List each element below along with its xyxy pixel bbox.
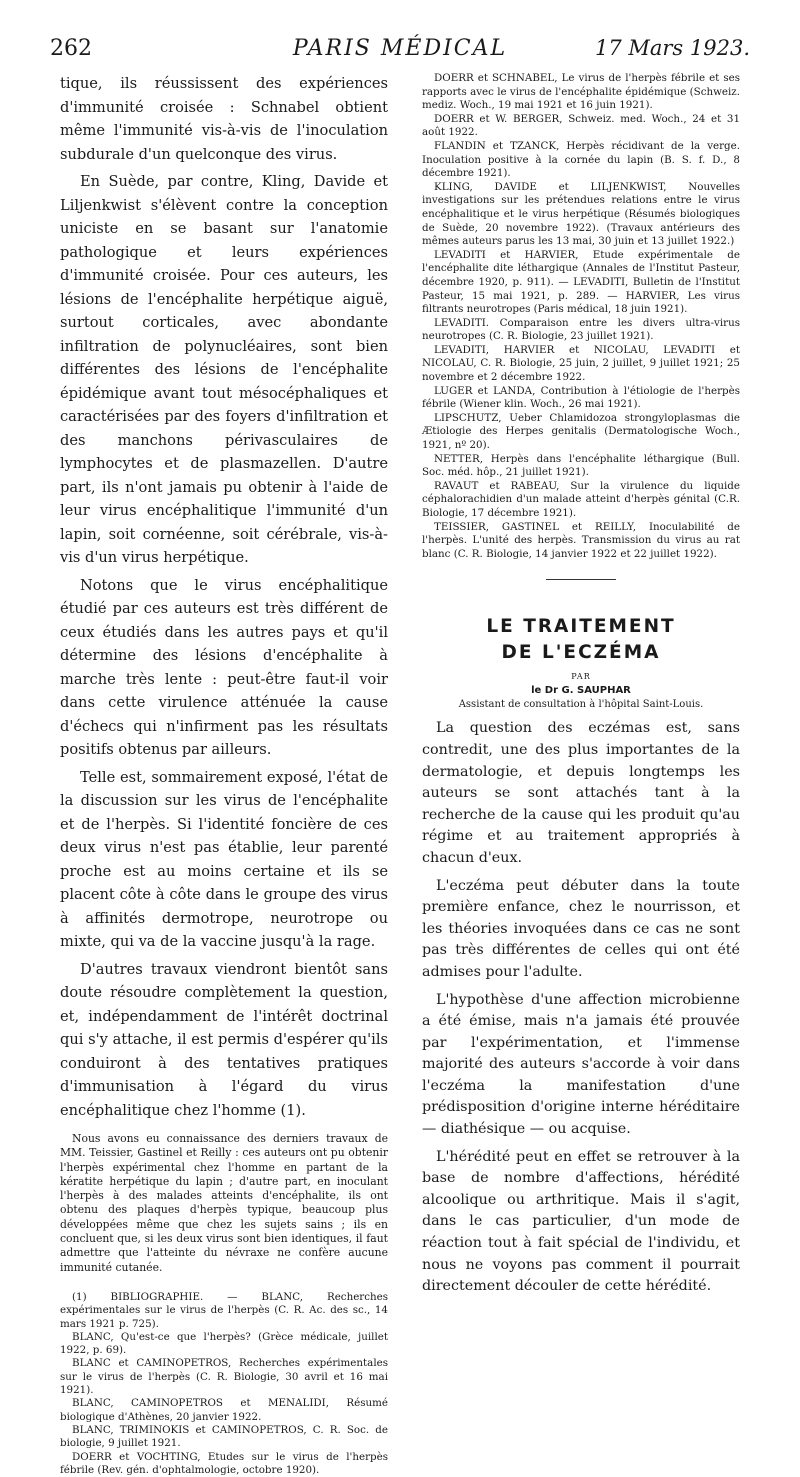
- author-affiliation: Assistant de consultation à l'hôpital Saint-Louis.: [458, 699, 704, 711]
- article-title-line-2: DE L'ECZÉMA: [501, 642, 661, 664]
- bibliography-entry: NETTER, Herpès dans l'encéphalite léthargique (Bull. Soc. méd. hôp., 21 juillet 1921).: [422, 452, 740, 479]
- bibliography-entry: LEVADITI. Comparaison entre les divers ultra-virus neurotropes (C. R. Biologie, 23 juillet 1921).: [422, 316, 740, 343]
- footnote-addendum: Nous avons eu connaissance des derniers travaux de MM. Teissier, Gastinel et Reilly : ces auteurs ont pu obtenir l'herpès expérimental chez l'homme en partant de la kératite herpétique du lapin ; d'autre part, en inoculant l'herpès à des malades atteints d'encéphalite, ils ont obtenu des plaques d'herpès typique, beaucoup plus développées même que chez les sujets sains ; ils en concluent que, si les deux virus sont bien identiques, il faut admettre que l'atteinte du névraxe ne confère aucune immunité cutanée.: [60, 1132, 388, 1274]
- paragraph: D'autres travaux viendront bientôt sans doute résoudre complètement la question, et, indépendamment de l'intérêt doctrinal qui s'y attache, il est permis d'espérer qu'ils conduiront à des tentatives pratiques d'immunisation à l'égard du virus encéphalitique chez l'homme (1).: [60, 960, 388, 1119]
- section-divider: [546, 579, 616, 580]
- bibliography-entry: LEVADITI, HARVIER et NICOLAU, LEVADITI et NICOLAU, C. R. Biologie, 25 juin, 2 juillet, 9 juillet 1921; 25 novembre et 2 décembre 1922.: [422, 343, 740, 384]
- bibliography-entry: TEISSIER, GASTINEL et REILLY, Inoculabilité de l'herpès. L'unité des herpès. Transmission du virus au rat blanc (C. R. Biologie, 14 janvier 1922 et 22 juillet 1922).: [422, 520, 740, 560]
- bibliography-entry: LEVADITI et HARVIER, Etude expérimentale de l'encéphalite dite léthargique (Annales de l'Institut Pasteur, décembre 1920, p. 911). — LEVADITI, Bulletin de l'Institut Pasteur, 15 mai 1921, p. 289. — HARVIER, Les virus filtrants neurotropes (Paris médical, 18 juin 1921).: [422, 248, 740, 316]
- bibliography-entry: DOERR et W. BERGER, Schweiz. med. Woch., 24 et 31 août 1922.: [422, 112, 740, 139]
- journal-title: PARIS MÉDICAL: [292, 36, 508, 61]
- paragraph: La question des eczémas est, sans contredit, une des plus importantes de la dermatologie, et depuis longtemps les auteurs se sont attachés tant à la recherche de la cause qui les produit qu'au régime et au traitement appropriés à chacun d'eux.: [422, 720, 740, 866]
- page-number: 262: [50, 36, 92, 61]
- bibliography-entry: BLANC, CAMINOPETROS et MENALIDI, Résumé biologique d'Athènes, 20 janvier 1922.: [60, 1397, 388, 1423]
- paragraph: En Suède, par contre, Kling, Davide et Liljenkwist s'élèvent contre la conception uniciste en se basant sur l'anatomie pathologique et leurs expériences d'immunité croisée. Pour ces auteurs, les lésions de l'encéphalite herpétique aiguë, surtout corticales, avec abondante infiltration de polynucléaires, sont bien différentes des lésions de l'encéphalite épidémique avant tout mésocéphaliques et caractérisées par des foyers d'infiltration et des manchons périvasculaires de lymphocytes et de plasmazellen. D'autre part, ils n'ont jamais pu obtenir à l'aide de leur virus encéphalitique l'immunité d'un lapin, soit cornéenne, soit cérébrale, vis-à-vis d'un virus herpétique.: [60, 173, 388, 566]
- paragraph: L'eczéma peut débuter dans la toute première enfance, chez le nourrisson, et les théories invoquées dans ce cas ne sont pas très différentes de celles qui ont été admises pour l'adulte.: [422, 877, 740, 980]
- article-body: [422, 718, 740, 1297]
- bibliography-left: [60, 1291, 388, 1477]
- bibliography-entry: LIPSCHUTZ, Ueber Chlamidozoa strongyloplasmas die Ætiologie des Herpes genitalis (Dermatologische Woch., 1921, nº 20).: [422, 411, 740, 452]
- right-column: [422, 72, 740, 1304]
- left-column: [60, 72, 388, 1477]
- issue-date: 17 Mars 1923.: [594, 36, 750, 60]
- bibliography-entry: (1) BIBLIOGRAPHIE. — BLANC, Recherches expérimentales sur le virus de l'herpès (C. R. Ac. des sc., 14 mars 1921 p. 725).: [60, 1290, 388, 1330]
- byline-par: PAR: [571, 672, 591, 682]
- article-author: le Dr G. SAUPHAR: [531, 685, 631, 697]
- bibliography-entry: FLANDIN et TZANCK, Herpès récidivant de la verge. Inoculation positive à la cornée du lapin (B. S. f. D., 8 décembre 1921).: [422, 139, 740, 180]
- bibliography-right: [422, 72, 740, 561]
- paragraph: Telle est, sommairement exposé, l'état de la discussion sur les virus de l'encéphalite et de l'herpès. Si l'identité foncière de ces deux virus n'est pas établie, leur parenté proche est au moins certaine et ils se placent côte à côte dans le groupe des virus à affinités dermotrope, neurotrope ou mixte, qui va de la vaccine jusqu'à la rage.: [60, 768, 388, 950]
- bibliography-entry: DOERR et SCHNABEL, Le virus de l'herpès fébrile et ses rapports avec le virus de l'encéphalite épidémique (Schweiz. mediz. Woch., 19 mai 1921 et 16 juin 1921).: [422, 72, 740, 112]
- paragraph: L'hérédité peut en effet se retrouver à la base de nombre d'affections, hérédité alcoolique ou arthritique. Mais il s'agit, dans le cas particulier, d'un mode de réaction tout à fait spécial de l'individu, et nous ne voyons pas comment il pourrait directement découler de cette hérédité.: [422, 1148, 740, 1295]
- bibliography-entry: DOERR et VOCHTING, Etudes sur le virus de l'herpès fébrile (Rev. gén. d'ophtalmologie, octobre 1920).: [60, 1450, 388, 1476]
- article-title-line-1: LE TRAITEMENT: [486, 616, 676, 638]
- paragraph: tique, ils réussissent des expériences d'immunité croisée : Schnabel obtient même l'immunité vis-à-vis de l'inoculation subdurale d'un quelconque des virus.: [60, 75, 388, 163]
- paragraph: L'hypothèse d'une affection microbienne a été émise, mais n'a jamais été prouvée par l'expérimentation, et l'immense majorité des auteurs s'accorde à voir dans l'eczéma la manifestation d'une prédisposition d'origine interne héréditaire — diathésique — ou acquise.: [422, 991, 740, 1138]
- bibliography-entry: KLING, DAVIDE et LILJENKWIST, Nouvelles investigations sur les prétendues relations entre le virus encéphalitique et le virus herpétique (Résumés biologiques de Suède, 20 novembre 1922). (Travaux antérieurs des mêmes auteurs parus les 13 mai, 30 juin et 13 juillet 1922.): [422, 180, 740, 248]
- left-body: [60, 72, 388, 1122]
- bibliography-entry: BLANC, Qu'est-ce que l'herpès? (Grèce médicale, juillet 1922, p. 69).: [60, 1330, 388, 1357]
- bibliography-entry: BLANC et CAMINOPETROS, Recherches expérimentales sur le virus de l'herpès (C. R. Biologie, 30 avril et 16 mai 1921).: [60, 1357, 388, 1397]
- paragraph: Notons que le virus encéphalitique étudié par ces auteurs est très différent de ceux étudiés dans les autres pays et qu'il détermine des lésions d'encéphalite à marche très lente : peut-être faut-il voir dans cette virulence atténuée la cause d'échecs qui n'infirment pas les résultats positifs obtenus par ailleurs.: [60, 576, 388, 758]
- page-header: [50, 36, 750, 66]
- article-title: [422, 614, 740, 666]
- bibliography-entry: LUGER et LANDA, Contribution à l'étiologie de l'herpès fébrile (Wiener klin. Woch., 26 mai 1921).: [422, 384, 740, 411]
- bibliography-entry: RAVAUT et RABEAU, Sur la virulence du liquide céphalorachidien d'un malade atteint d'herpès génital (C.R. Biologie, 17 décembre 1921).: [422, 479, 740, 519]
- bibliography-entry: BLANC, TRIMINOKIS et CAMINOPETROS, C. R. Soc. de biologie, 9 juillet 1921.: [60, 1423, 388, 1450]
